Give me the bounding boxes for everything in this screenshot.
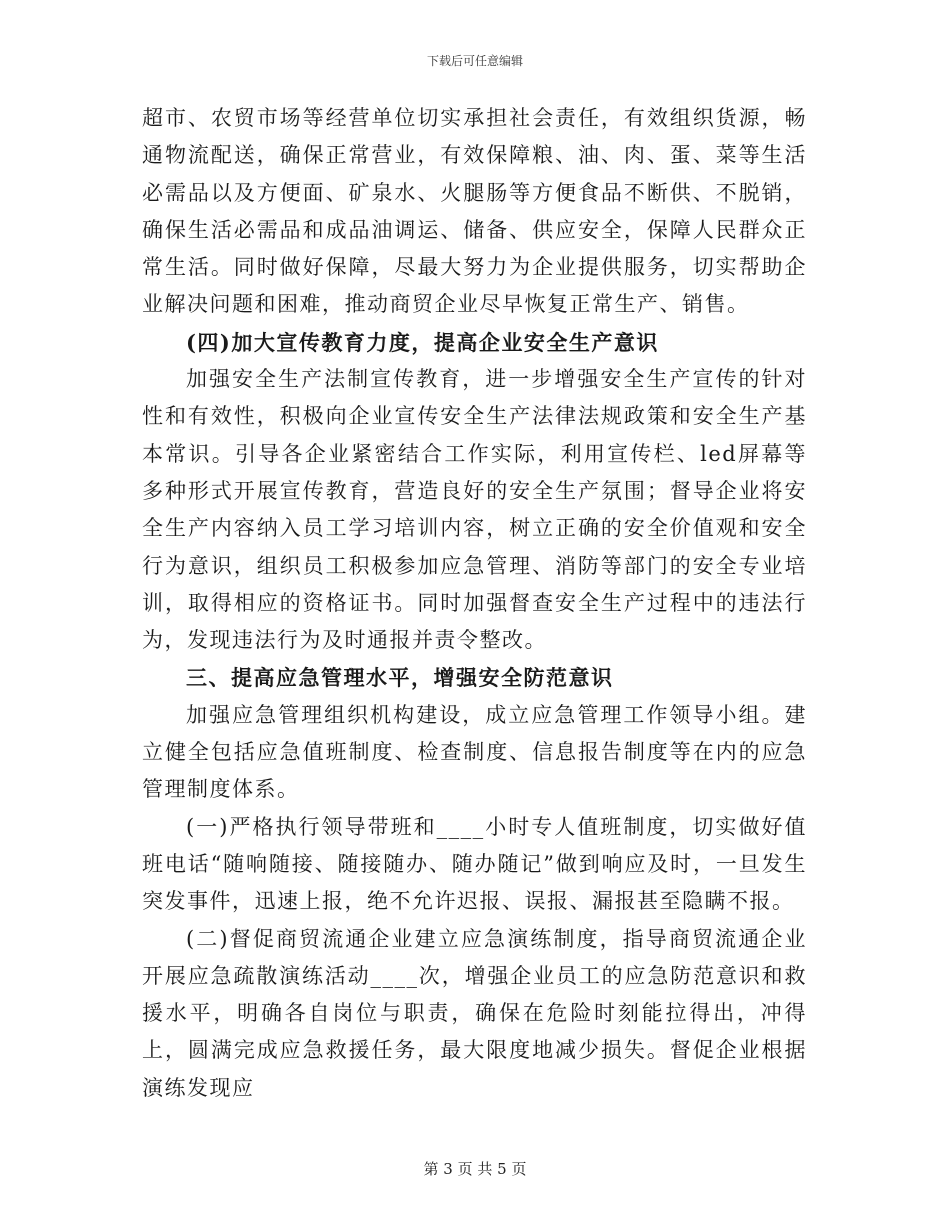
page-header-note: 下载后可任意编辑 xyxy=(426,54,523,68)
paragraph-continuation: 超市、农贸市场等经营单位切实承担社会责任，有效组织货源，畅通物流配送，确保正常营业，有效保障粮、油、肉、蛋、菜等生活必需品以及方便面、矿泉水、火腿肠等方便食品不断供、不脱销，确保生活必需品和成品油调运、储备、供应安全，保障人民群众正常生活。同时做好保障，尽最大努力为企业提供服务，切实帮助企业解决问题和困难，推动商贸企业尽早恢复正常生产、销售。 xyxy=(142,106,807,317)
document-body xyxy=(142,100,807,1107)
paragraph-publicity: 加强安全生产法制宣传教育，进一步增强安全生产宣传的针对性和有效性，积极向企业宣传安全生产法律法规政策和安全生产基本常识。引导各企业紧密结合工作实际，利用宣传栏、led屏幕等多种形式开展宣传教育，营造良好的安全生产氛围；督导企业将安全生产内容纳入员工学习培训内容，树立正确的安全价值观和安全行为意识，组织员工积极参加应急管理、消防等部门的安全专业培训，取得相应的资格证书。同时加强督查安全生产过程中的违法行为，发现违法行为及时通报并责令整改。 xyxy=(142,367,807,653)
paragraph-emergency-org: 加强应急管理组织机构建设，成立应急管理工作领导小组。建立健全包括应急值班制度、检查制度、信息报告制度等在内的应急管理制度体系。 xyxy=(142,702,807,802)
section-heading-emergency: 三、提高应急管理水平，增强安全防范意识 xyxy=(186,665,614,691)
section-heading-publicity: (四)加大宣传教育力度，提高企业安全生产意识 xyxy=(186,329,659,355)
paragraph-duty-system: (一)严格执行领导带班和____小时专人值班制度，切实做好值班电话“随响随接、随接随办、随办随记”做到响应及时，一旦发生突发事件，迅速上报，绝不允许迟报、误报、漏报甚至隐瞒不报。 xyxy=(142,814,807,914)
page-number: 第 3 页 共 5 页 xyxy=(423,1160,527,1178)
paragraph-drill-system: (二)督促商贸流通企业建立应急演练制度，指导商贸流通企业开展应急疏散演练活动____次，增强企业员工的应急防范意识和救援水平，明确各自岗位与职责，确保在危险时刻能拉得出，冲得上，圆满完成应急救援任务，最大限度地减少损失。督促企业根据演练发现应 xyxy=(142,926,807,1100)
